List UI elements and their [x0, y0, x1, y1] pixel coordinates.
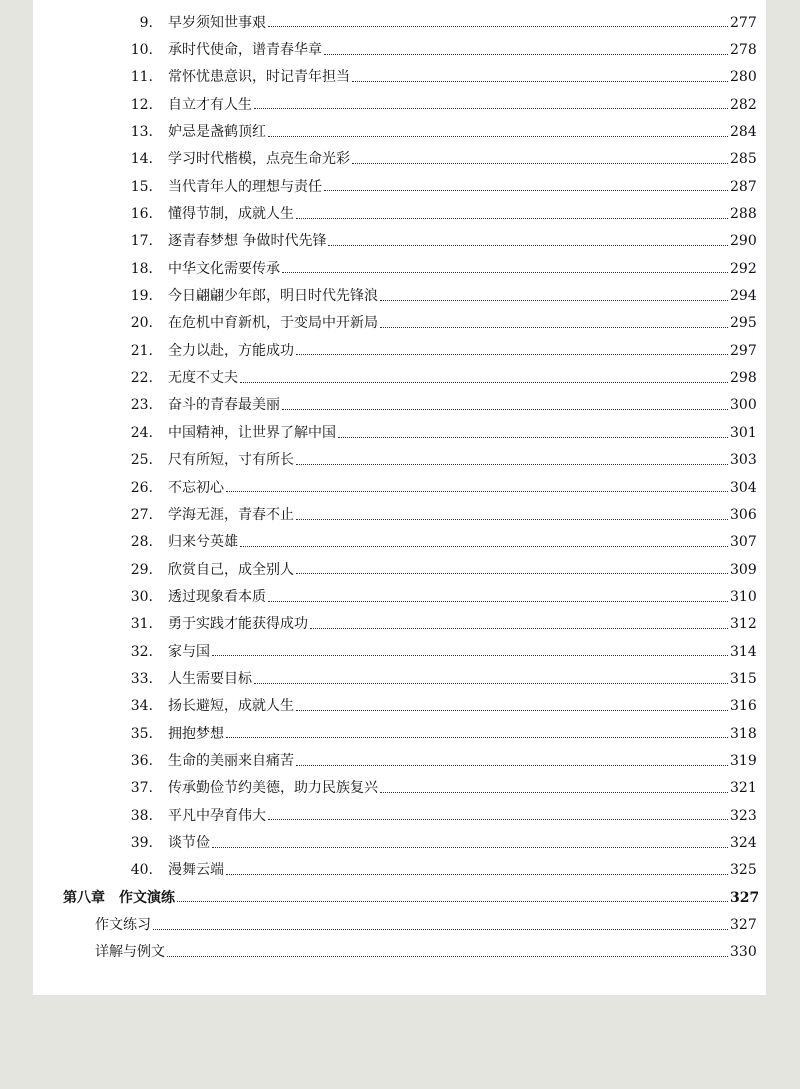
entry-page-number: 294: [730, 288, 757, 305]
entry-page-number: 319: [730, 752, 757, 769]
dot-leader: [380, 326, 728, 328]
entry-number: 19.: [130, 288, 153, 305]
entry-title: 今日翩翩少年郎，明日时代先锋浪: [168, 288, 378, 305]
entry-page-number: 304: [730, 479, 757, 496]
entry-list: [33, 9, 766, 884]
entry-number: 39.: [130, 834, 153, 851]
entry-number: 23.: [130, 397, 153, 414]
table-of-contents: [33, 9, 766, 966]
dot-leader: [352, 80, 728, 82]
toc-entry[interactable]: [33, 310, 766, 337]
entry-title: 全力以赴，方能成功: [168, 342, 294, 359]
toc-entry[interactable]: [33, 665, 766, 692]
toc-entry[interactable]: [33, 775, 766, 802]
section-list: [33, 911, 766, 966]
dot-leader: [268, 600, 728, 602]
toc-entry[interactable]: [33, 529, 766, 556]
dot-leader: [268, 135, 728, 137]
dot-leader: [268, 25, 728, 27]
entry-title: 尺有所短，寸有所长: [168, 452, 294, 469]
toc-entry[interactable]: [33, 36, 766, 63]
entry-page-number: 312: [730, 616, 757, 633]
entry-title: 平凡中孕育伟大: [168, 807, 266, 824]
dot-leader: [240, 381, 728, 383]
toc-section[interactable]: [33, 911, 766, 938]
entry-page-number: 280: [730, 69, 757, 86]
toc-entry[interactable]: [33, 228, 766, 255]
toc-entry[interactable]: [33, 419, 766, 446]
entry-number: 32.: [130, 643, 153, 660]
entry-page-number: 316: [730, 698, 757, 715]
entry-title: 不忘初心: [168, 479, 224, 496]
entry-number: 40.: [130, 862, 153, 879]
entry-number: 18.: [130, 260, 153, 277]
toc-entry[interactable]: [33, 720, 766, 747]
entry-title: 勇于实践才能获得成功: [168, 616, 308, 633]
dot-leader: [328, 244, 728, 246]
entry-page-number: 290: [730, 233, 757, 250]
entry-number: 13.: [130, 124, 153, 141]
toc-entry[interactable]: [33, 91, 766, 118]
entry-number: 35.: [130, 725, 153, 742]
entry-page-number: 295: [730, 315, 757, 332]
entry-page-number: 284: [730, 124, 757, 141]
entry-number: 14.: [130, 151, 153, 168]
document-page: [33, 0, 766, 995]
dot-leader: [167, 955, 728, 957]
entry-title: 学习时代楷模，点亮生命光彩: [168, 151, 350, 168]
entry-number: 33.: [130, 670, 153, 687]
dot-leader: [380, 791, 728, 793]
toc-entry[interactable]: [33, 146, 766, 173]
entry-title: 中国精神，让世界了解中国: [168, 424, 336, 441]
dot-leader: [296, 764, 728, 766]
entry-title: 漫舞云端: [168, 862, 224, 879]
entry-number: 34.: [130, 698, 153, 715]
entry-page-number: 325: [730, 862, 757, 879]
entry-title: 生命的美丽来自痛苦: [168, 752, 294, 769]
entry-number: 17.: [130, 233, 153, 250]
dot-leader: [296, 353, 728, 355]
entry-title: 承时代使命，谱青春华章: [168, 42, 322, 59]
dot-leader: [380, 299, 728, 301]
dot-leader: [268, 818, 728, 820]
toc-entry[interactable]: [33, 474, 766, 501]
entry-title: 逐青春梦想 争做时代先锋: [168, 233, 327, 250]
entry-title: 奋斗的青春最美丽: [168, 397, 280, 414]
entry-page-number: 292: [730, 260, 757, 277]
dot-leader: [153, 928, 728, 930]
toc-entry[interactable]: [33, 173, 766, 200]
entry-page-number: 303: [730, 452, 757, 469]
dot-leader: [296, 518, 728, 520]
entry-number: 28.: [130, 534, 153, 551]
entry-title: 欣赏自己，成全别人: [168, 561, 294, 578]
section-title: 详解与例文: [95, 944, 165, 961]
entry-number: 36.: [130, 752, 153, 769]
toc-entry[interactable]: [33, 282, 766, 309]
dot-leader: [310, 627, 728, 629]
entry-number: 11.: [130, 69, 153, 86]
entry-page-number: 323: [730, 807, 757, 824]
entry-page-number: 324: [730, 834, 757, 851]
entry-page-number: 310: [730, 588, 757, 605]
entry-number: 16.: [130, 206, 153, 223]
entry-title: 人生需要目标: [168, 670, 252, 687]
toc-entry[interactable]: [33, 200, 766, 227]
entry-title: 懂得节制，成就人生: [168, 206, 294, 223]
entry-page-number: 321: [730, 780, 757, 797]
entry-title: 当代青年人的理想与责任: [168, 178, 322, 195]
entry-number: 12.: [130, 96, 153, 113]
entry-title: 自立才有人生: [168, 96, 252, 113]
dot-leader: [296, 572, 728, 574]
entry-number: 30.: [130, 588, 153, 605]
entry-number: 15.: [130, 178, 153, 195]
entry-page-number: 282: [730, 96, 757, 113]
entry-page-number: 300: [730, 397, 757, 414]
entry-title: 谈节俭: [168, 834, 210, 851]
entry-page-number: 306: [730, 506, 757, 523]
dot-leader: [212, 846, 728, 848]
entry-page-number: 278: [730, 42, 757, 59]
toc-entry[interactable]: [33, 392, 766, 419]
toc-entry[interactable]: [33, 693, 766, 720]
dot-leader: [212, 654, 728, 656]
dot-leader: [282, 408, 728, 410]
toc-entry[interactable]: [33, 501, 766, 528]
entry-title: 学海无涯，青春不止: [168, 506, 294, 523]
entry-title: 中华文化需要传承: [168, 260, 280, 277]
section-page-number: 327: [730, 917, 757, 934]
section-page-number: 330: [730, 944, 757, 961]
toc-entry[interactable]: [33, 447, 766, 474]
dot-leader: [324, 53, 728, 55]
entry-title: 无度不丈夫: [168, 370, 238, 387]
toc-chapter-heading[interactable]: [33, 884, 766, 911]
toc-entry[interactable]: [33, 829, 766, 856]
dot-leader: [296, 463, 728, 465]
entry-page-number: 318: [730, 725, 757, 742]
entry-number: 20.: [130, 315, 153, 332]
entry-number: 27.: [130, 506, 153, 523]
entry-title: 扬长避短，成就人生: [168, 698, 294, 715]
dot-leader: [177, 900, 728, 902]
entry-page-number: 285: [730, 151, 757, 168]
entry-title: 常怀忧患意识，时记青年担当: [168, 69, 350, 86]
entry-number: 9.: [139, 14, 153, 31]
dot-leader: [254, 107, 728, 109]
entry-number: 22.: [130, 370, 153, 387]
entry-title: 在危机中育新机，于变局中开新局: [168, 315, 378, 332]
chapter-title: 第八章 作文演练: [63, 889, 175, 906]
dot-leader: [296, 217, 728, 219]
entry-number: 26.: [130, 479, 153, 496]
entry-page-number: 287: [730, 178, 757, 195]
entry-number: 38.: [130, 807, 153, 824]
toc-entry[interactable]: [33, 857, 766, 884]
toc-entry[interactable]: [33, 255, 766, 282]
entry-title: 透过现象看本质: [168, 588, 266, 605]
entry-title: 妒忌是盏鹤顶红: [168, 124, 266, 141]
entry-title: 拥抱梦想: [168, 725, 224, 742]
toc-entry[interactable]: [33, 364, 766, 391]
dot-leader: [324, 189, 728, 191]
dot-leader: [226, 490, 728, 492]
entry-page-number: 301: [730, 424, 757, 441]
entry-page-number: 298: [730, 370, 757, 387]
toc-entry[interactable]: [33, 802, 766, 829]
toc-entry[interactable]: [33, 118, 766, 145]
toc-section[interactable]: [33, 939, 766, 966]
toc-entry[interactable]: [33, 556, 766, 583]
entry-number: 29.: [130, 561, 153, 578]
entry-page-number: 314: [730, 643, 757, 660]
entry-page-number: 277: [730, 14, 757, 31]
dot-leader: [254, 682, 728, 684]
entry-number: 31.: [130, 616, 153, 633]
dot-leader: [296, 709, 728, 711]
entry-number: 21.: [130, 342, 153, 359]
chapter-page-number: 327: [730, 889, 760, 906]
toc-entry[interactable]: [33, 611, 766, 638]
toc-entry[interactable]: [33, 337, 766, 364]
dot-leader: [226, 736, 728, 738]
entry-page-number: 307: [730, 534, 757, 551]
entry-page-number: 297: [730, 342, 757, 359]
dot-leader: [338, 436, 728, 438]
toc-entry[interactable]: [33, 64, 766, 91]
entry-page-number: 309: [730, 561, 757, 578]
entry-title: 归来兮英雄: [168, 534, 238, 551]
entry-title: 早岁须知世事艰: [168, 14, 266, 31]
toc-entry[interactable]: [33, 9, 766, 36]
dot-leader: [226, 873, 728, 875]
entry-number: 25.: [130, 452, 153, 469]
entry-number: 10.: [130, 42, 153, 59]
entry-title: 家与国: [168, 643, 210, 660]
toc-entry[interactable]: [33, 747, 766, 774]
entry-number: 24.: [130, 424, 153, 441]
entry-title: 传承勤俭节约美德，助力民族复兴: [168, 780, 378, 797]
toc-entry[interactable]: [33, 583, 766, 610]
dot-leader: [352, 162, 728, 164]
dot-leader: [282, 271, 728, 273]
entry-page-number: 315: [730, 670, 757, 687]
section-title: 作文练习: [95, 917, 151, 934]
entry-number: 37.: [130, 780, 153, 797]
entry-page-number: 288: [730, 206, 757, 223]
toc-entry[interactable]: [33, 638, 766, 665]
dot-leader: [240, 545, 728, 547]
